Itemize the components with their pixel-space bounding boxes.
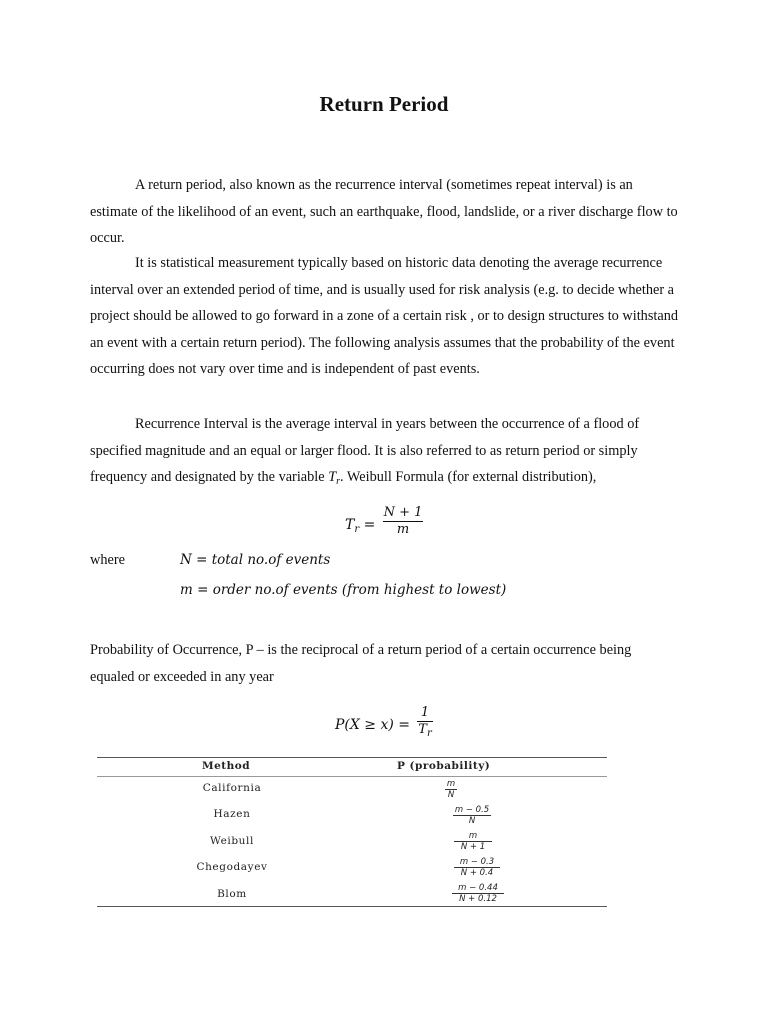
table-row-formula: m N + 1	[454, 831, 492, 852]
table-bottom-rule	[97, 906, 607, 907]
equation-lhs: $T_r$ =	[345, 517, 376, 535]
equation-denominator: m	[396, 522, 410, 537]
paragraph-recurrence	[90, 411, 678, 496]
equation-numerator: N + 1	[383, 505, 423, 520]
paragraph-probability: Probability of Occurrence, P – is the reciprocal of a return period of a certain occurrence being equaled or exceeded in any year	[90, 642, 632, 685]
table-row-formula: m N	[446, 779, 456, 800]
table-row-method: Hazen	[213, 808, 251, 820]
where-label: where	[90, 552, 125, 568]
table-row-formula: m − 0.3 N + 0.4	[454, 857, 500, 878]
table-row-method: Weibull	[210, 835, 254, 847]
paragraph-recurrence-tail: . Weibull Formula (for external distribution),	[340, 469, 597, 486]
table-row-method: California	[202, 782, 262, 794]
table-row-formula: m − 0.44 N + 0.12	[452, 883, 504, 904]
variable-t-subscript: r	[336, 476, 341, 488]
equation-fraction	[383, 505, 423, 538]
table-header-method: Method	[202, 760, 251, 772]
table-header-rule	[97, 776, 607, 777]
paragraph-intro: A return period, also known as the recurrence interval (sometimes repeat interval) is an estimate of the likelihood of an event, such an earthquake, flood, landslide, or a river discharge flow to occur.	[90, 177, 678, 247]
table-header-probability: P (probability)	[397, 760, 491, 772]
table-row-method: Chegodayev	[196, 861, 268, 873]
paragraph-statistical: It is statistical measurement typically based on historic data denoting the average recurrence interval over an extended period of time, and is usually used for risk analysis (e.g. to decide whether a project should be allowed to go forward in a zone of a certain risk , or to design structures to withstand an event with a certain return period). The following analysis assumes that the probability of the event occurring does not vary over time and is independent of past events.	[90, 255, 679, 378]
where-definition-n: N = total no.of events	[180, 552, 331, 568]
table-row-method: Blom	[217, 888, 247, 900]
page-title: Return Period	[319, 92, 449, 116]
probability-fraction	[417, 705, 433, 742]
probability-equation-lhs: P(X ≥ x) =	[335, 717, 411, 733]
table-row-formula: m − 0.5 N	[454, 805, 490, 826]
probability-denominator: $T_r$	[418, 722, 432, 739]
where-definition-m: m = order no.of events (from highest to lowest)	[180, 582, 507, 598]
paragraph-recurrence-text: Recurrence Interval is the average interval in years between the occurrence of a flood of specified magnitude and an equal or larger flood. It is also referred to as return period or simply frequency and designated by the variable	[90, 416, 640, 486]
table-top-rule	[97, 757, 607, 758]
probability-numerator: 1	[420, 705, 430, 720]
variable-t: T	[328, 469, 337, 486]
